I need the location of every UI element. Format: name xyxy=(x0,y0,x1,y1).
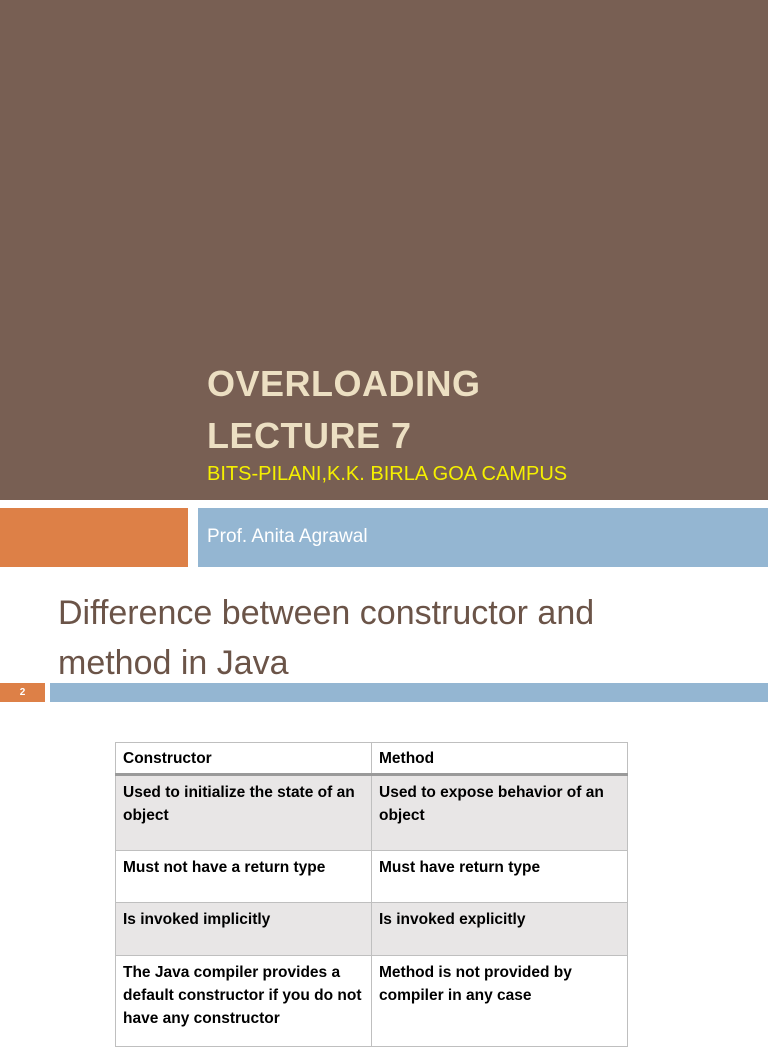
slide-title-line-1: OVERLOADING xyxy=(207,363,481,404)
table-cell: The Java compiler provides a default constructor if you do not have any constructor xyxy=(116,956,372,1047)
slide-2-title xyxy=(58,588,758,688)
table-cell: Must have return type xyxy=(372,851,628,903)
table-cell: Is invoked explicitly xyxy=(372,903,628,956)
slide-2-title-line-2: method in Java xyxy=(58,644,289,682)
column-header-constructor: Constructor xyxy=(116,743,372,775)
author-name: Prof. Anita Agrawal xyxy=(207,526,368,547)
table-cell: Used to initialize the state of an object xyxy=(116,775,372,851)
slide-number-badge: 2 xyxy=(0,683,45,702)
column-header-method: Method xyxy=(372,743,628,775)
table-cell: Is invoked implicitly xyxy=(116,903,372,956)
table-cell: Method is not provided by compiler in any case xyxy=(372,956,628,1047)
table-row xyxy=(116,903,628,956)
orange-accent-block xyxy=(0,508,188,567)
table-row xyxy=(116,956,628,1047)
slide-subtitle: BITS-PILANI,K.K. BIRLA GOA CAMPUS xyxy=(207,463,568,485)
slide-2-header-bar xyxy=(50,683,768,702)
table-row xyxy=(116,775,628,851)
slide-title-line-2: LECTURE 7 xyxy=(207,415,412,456)
table-cell: Used to expose behavior of an object xyxy=(372,775,628,851)
comparison-table xyxy=(115,742,628,1047)
table-row xyxy=(116,851,628,903)
slide-2-title-line-1: Difference between constructor and xyxy=(58,594,595,632)
table-cell: Must not have a return type xyxy=(116,851,372,903)
slide-title xyxy=(207,358,481,462)
table-header-row xyxy=(116,743,628,775)
